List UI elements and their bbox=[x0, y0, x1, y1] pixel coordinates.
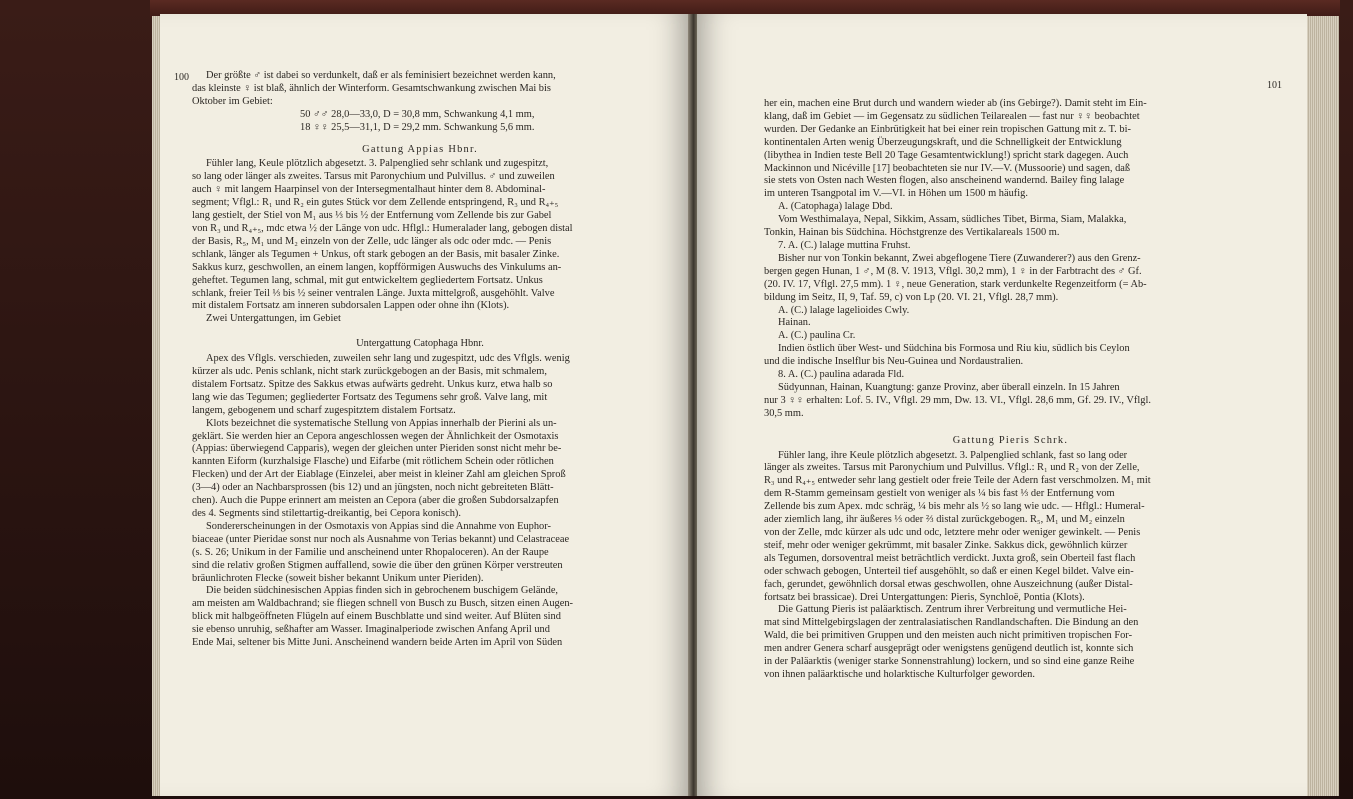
text-line: nur 3 ♀♀ erhalten: Lof. 5. IV., Vflgl. 29 mm, Dw. 13. VI., Vflgl. 28,6 mm, Gf. 29. IV., Vflgl. bbox=[764, 394, 1151, 406]
text-line: ader ziemlich lang, ihr äußeres ⅓ oder ⅔ distal zurückgebogen. R₅, M₁ und M₂ einzeln bbox=[764, 514, 1125, 526]
text-line: (s. S. 26; Unikum in der Familie und anscheinend unter Rhopaloceren). An der Raupe bbox=[192, 546, 549, 558]
text-line: lang gestielt, der Stiel von M₁ aus ⅓ bis ½ der Entfernung vom Zellende bis zur Gabel bbox=[192, 210, 552, 222]
left-page bbox=[160, 14, 690, 796]
text-line: von R₃ und R₄₊₅, mdc etwa ½ der Länge von udc. Hflgl.: Humeralader lang, gebogen distal bbox=[192, 222, 573, 234]
text-line: 50 ♂♂ 28,0—33,0, D = 30,8 mm, Schwankung 4,1 mm, bbox=[300, 108, 535, 120]
section-heading: Untergattung Catophaga Hbnr. bbox=[356, 338, 484, 350]
text-line: Die Gattung Pieris ist paläarktisch. Zentrum ihrer Verbreitung und vermutliche Hei- bbox=[778, 604, 1127, 616]
text-line: Die beiden südchinesischen Appias finden sich in gebrochenem buschigem Gelände, bbox=[206, 585, 559, 597]
text-line: oder schwach gebogen, Unterteil tief ausgehöhlt, so daß er einen Kegel bildet. Valve ein- bbox=[764, 565, 1134, 577]
right-text-column bbox=[764, 98, 1257, 682]
species-heading: A. (Catophaga) lalage Dbd. bbox=[778, 201, 893, 213]
left-text-column bbox=[192, 70, 648, 650]
text-line: 18 ♀♀ 25,5—31,1, D = 29,2 mm. Schwankung 5,6 mm. bbox=[300, 121, 535, 133]
text-line: Südyunnan, Hainan, Kuangtung: ganze Provinz, aber überall einzeln. In 15 Jahren bbox=[778, 381, 1120, 393]
text-line: Flecken) und der Art der Eiablage (Einzelei, aber meist in kleiner Zahl am gleichen Sproß bbox=[192, 469, 566, 481]
text-line: dem R-Stamm gemeinsam gestielt von weniger als ¼ bis fast ⅓ der Entfernung vom bbox=[764, 488, 1115, 500]
species-heading: A. (C.) lalage lagelioides Cwly. bbox=[778, 304, 910, 316]
text-line: schlank, freier Teil ⅓ bis ½ seiner ventralen Länge. Juxta mittelgroß, ausgehöhlt. Valve bbox=[192, 287, 555, 299]
text-line: Hainan. bbox=[778, 317, 811, 329]
text-line: im unteren Tsangpotal im V.—VI. in Höhen um 1500 m häufig. bbox=[764, 188, 1028, 200]
text-line: Bisher nur von Tonkin bekannt, Zwei abgeflogene Tiere (Zuwanderer?) aus den Grenz- bbox=[778, 252, 1141, 264]
text-line: 30,5 mm. bbox=[764, 407, 804, 419]
text-line: und die indische Inselflur bis Neu-Guinea und Nordaustralien. bbox=[764, 356, 1024, 368]
species-heading: A. (C.) paulina Cr. bbox=[778, 330, 856, 342]
right-page-edges bbox=[1307, 16, 1339, 796]
species-heading: 8. A. (C.) paulina adarada Fld. bbox=[778, 369, 905, 381]
text-line: mit distalem Fortsatz am inneren subdorsalen Lappen oder ohne ihn (Klots). bbox=[192, 300, 510, 312]
text-line: Ende Mai, seltener bis Mitte Juni. Anscheinend wandern beide Arten im April von Süden bbox=[192, 637, 563, 649]
text-line: kürzer als udc. Penis schlank, nicht stark zurückgebogen an der Basis, mit schmalem, bbox=[192, 366, 547, 378]
text-line: R₃ und R₄₊₅ entweder sehr lang gestielt oder freie Teile der Adern fast verschmolzen. M₁ mit bbox=[764, 475, 1151, 487]
text-line: Indien östlich über West- und Südchina bis Formosa und Riu kiu, südlich bis Ceylon bbox=[778, 343, 1130, 355]
text-line: segment; Vflgl.: R₁ und R₂ ein gutes Stück vor dem Zellende entspringend, R₃ und R₄₊₅ bbox=[192, 197, 559, 209]
text-line: Fühler lang, Keule plötzlich abgesetzt. 3. Palpenglied sehr schlank und zugespitzt, bbox=[206, 158, 549, 170]
text-line: geheftet. Tegumen lang, schmal, mit gut entwickeltem gegliedertem Fortsatz. Unkus bbox=[192, 274, 543, 286]
text-line: Der größte ♂ ist dabei so verdunkelt, daß er als feminisiert bezeichnet werden kann, bbox=[206, 70, 556, 81]
text-line: von ihnen paläarktische und holarktische Kulturfolger geworden. bbox=[764, 668, 1035, 680]
text-line: Sakkus kurz, geschwollen, an einem langen, kopfförmigen Auswuchs des Vinkulums an- bbox=[192, 261, 562, 273]
text-line: das kleinste ♀ ist blaß, ähnlich der Winterform. Gesamtschwankung zwischen Mai bis bbox=[192, 82, 551, 94]
text-line: distalem Fortsatz. Spitze des Sakkus etwas aufwärts gedreht. Unkus kurz, etwa halb so bbox=[192, 378, 553, 390]
text-line: der Basis, R₅, M₁ und M₂ einzeln von der Zelle, udc länger als odc oder mdc. — Penis bbox=[192, 235, 552, 247]
text-line: chen). Auch die Puppe erinnert am meisten an Cepora (aber die großen Subdorsalzapfen bbox=[192, 495, 559, 507]
text-line: Tonkin, Hainan bis Südchina. Höchstgrenze des Vertikalareals 1500 m. bbox=[764, 227, 1060, 239]
text-line: Mackinnon und Nicéville [17] beobachteten sie nur IV.—V. (Mussoorie) und sagen, daß bbox=[764, 162, 1131, 174]
text-line: klang, daß im Gebiet — im Gegensatz zu südlichen Teilarealen — fast nur ♀♀ beobachtet bbox=[764, 110, 1140, 122]
text-line: sie ebenso unruhig, seßhafter am Wasser. Imaginalperiode zwischen Anfang April und bbox=[192, 624, 550, 636]
text-line: (Appias: überwiegend Capparis), wegen der gleichen unter Pieriden sonst nicht mehr be- bbox=[192, 443, 562, 455]
text-line: (20. IV. 17, Vflgl. 27,5 mm). 1 ♀, neue Generation, stark verdunkelte Regenzeitform (= Ab- bbox=[764, 278, 1147, 290]
text-line: so lang oder länger als zweites. Tarsus mit Paronychium und Pulvillus. ♂ und zuweilen bbox=[192, 171, 555, 183]
text-line: sind die relativ großen Stigmen auffallend, sowie die über den grünen Körper verstreuten bbox=[192, 559, 563, 571]
text-line: langem, gebogenem und scharf zugespitztem distalem Fortsatz. bbox=[192, 404, 456, 416]
text-line: fortsatz bei brassicae). Drei Untergattungen: Pieris, Synchloë, Pontia (Klots). bbox=[764, 591, 1085, 603]
text-line: kontinentalen Arten wenig Überzeugungskraft, und die Schnelligkeit der Entwicklung bbox=[764, 136, 1122, 148]
text-line: Fühler lang, ihre Keule plötzlich abgesetzt. 3. Palpenglied schlank, fast so lang oder bbox=[778, 449, 1128, 461]
text-line: bildung im Seitz, II, 9, Taf. 59, c) von Lp (20. VI. 21, Vflgl. 28,7 mm). bbox=[764, 291, 1059, 303]
text-line: blick mit halbgeöffneten Flügeln auf einem Buschblatte und sind weiter. Auf Blüten sind bbox=[192, 611, 561, 623]
text-line: auch ♀ mit langem Haarpinsel von der Intersegmentalhaut hinter dem 8. Abdominal- bbox=[192, 184, 546, 196]
text-line: geklärt. Sie werden hier an Cepora angeschlossen wegen der Ähnlichkeit der Osmotaxis bbox=[192, 430, 559, 442]
text-line: men andrer Genera scharf ausgeprägt oder wenigstens genügend deutlich ist, konnte sich bbox=[764, 643, 1134, 655]
text-line: schlank, länger als Tegumen + Unkus, oft stark gebogen an der Basis, mit basaler Zinke. bbox=[192, 248, 560, 260]
text-line: von der Zelle, mdc kürzer als udc und odc, letztere mehr oder weniger gewinkelt. — Penis bbox=[764, 527, 1141, 538]
text-line: länger als zweites. Tarsus mit Paronychium und Pulvillus. Vflgl.: R₁ und R₂ von der Zelle, bbox=[764, 462, 1140, 474]
text-line: Oktober im Gebiet: bbox=[192, 95, 273, 107]
text-line: (libythea in Indien teste Bell 20 Tage Gesamtentwicklung!) spricht stark dagegen. Auch bbox=[764, 149, 1129, 161]
text-line: in der Paläarktis (weniger starke Sonnenstrahlung) lockern, und so sind eine ganze Reihe bbox=[764, 656, 1135, 668]
text-line: biaceae (unter Pieridae sonst nur noch als Ausnahme von Terias bekannt) und Celastraceae bbox=[192, 533, 570, 545]
text-line: Wald, die bei primitiven Gruppen und den meisten auch nicht primitiven tropischen For- bbox=[764, 630, 1133, 642]
text-line: als Tegumen, dorsoventral meist beträchtlich verdickt. Juxta groß, sein Oberteil fast flach bbox=[764, 552, 1136, 564]
species-heading: 7. A. (C.) lalage muttina Fruhst. bbox=[778, 239, 911, 251]
text-line: am meisten am Waldbachrand; sie fliegen schnell von Busch zu Busch, sitzen einen Augen- bbox=[192, 598, 574, 610]
text-line: steif, mehr oder weniger gekrümmt, mit basaler Zinke. Sakkus dick, gewöhnlich kürzer bbox=[764, 539, 1128, 551]
text-line: kannten Eiform (kurzhalsige Flasche) und Eifarbe (mit rötlichem Schein oder rötlichen bbox=[192, 456, 554, 468]
text-line: fach, gerundet, gewöhnlich dorsal etwas geschwollen, ohne Auszeichnung (außer Distal- bbox=[764, 578, 1133, 590]
text-line: Zellende bis zum Apex. mdc schräg, ¼ bis mehr als ½ so lang wie udc. — Hflgl.: Humeral- bbox=[764, 501, 1145, 513]
text-line: mat sind Mittelgebirgslagen der zentralasiatischen Randlandschaften. Die Bindung an den bbox=[764, 617, 1139, 629]
text-line: sie stets von Osten nach Westen flogen, also anscheinend wandernd. Bailey fing lalage bbox=[764, 175, 1125, 187]
page-number-left: 100 bbox=[174, 72, 189, 83]
section-heading: Gattung Appias Hbnr. bbox=[362, 143, 478, 155]
text-line: (3—4) oder an Nachbarsprossen (bis 12) und an jüngsten, noch nicht gebreiteten Blätt- bbox=[192, 482, 554, 494]
right-page bbox=[697, 14, 1307, 796]
page-number-right: 101 bbox=[1267, 80, 1282, 91]
text-line: Apex des Vflgls. verschieden, zuweilen sehr lang und zugespitzt, udc des Vflgls. wenig bbox=[206, 353, 570, 365]
text-line: des 4. Segments sind stilettartig-dreikantig, bei Cepora konisch). bbox=[192, 508, 461, 519]
section-heading: Gattung Pieris Schrk. bbox=[952, 434, 1069, 446]
text-line: Klots bezeichnet die systematische Stellung von Appias innerhalb der Pierini als un- bbox=[206, 417, 557, 429]
text-line: her ein, machen eine Brut durch und wandern wieder ab (ins Gebirge?). Damit steht im Ein- bbox=[764, 98, 1147, 109]
text-line: bergen gegen Hunan, 1 ♂, M (8. V. 1913, Vflgl. 30,2 mm), 1 ♀ in der Farbtracht des ♂ Gf. bbox=[764, 265, 1142, 277]
text-line: Zwei Untergattungen, im Gebiet bbox=[206, 313, 341, 325]
text-line: Vom Westhimalaya, Nepal, Sikkim, Assam, südliches Tibet, Birma, Siam, Malakka, bbox=[778, 214, 1127, 226]
text-line: bräunlichroten Flecke (soweit bisher bekannt Unikum unter Pieriden). bbox=[192, 572, 484, 584]
text-line: Sondererscheinungen in der Osmotaxis von Appias sind die Annahme von Euphor- bbox=[206, 520, 551, 532]
text-line: lang wie das Tegumen; gegliederter Fortsatz des Tegumens sehr groß. Valve lang, mit bbox=[192, 391, 548, 403]
text-line: wurden. Der Gedanke an Einbrütigkeit hat bei einer rein tropischen Gattung mit z. T. bi- bbox=[764, 123, 1131, 135]
